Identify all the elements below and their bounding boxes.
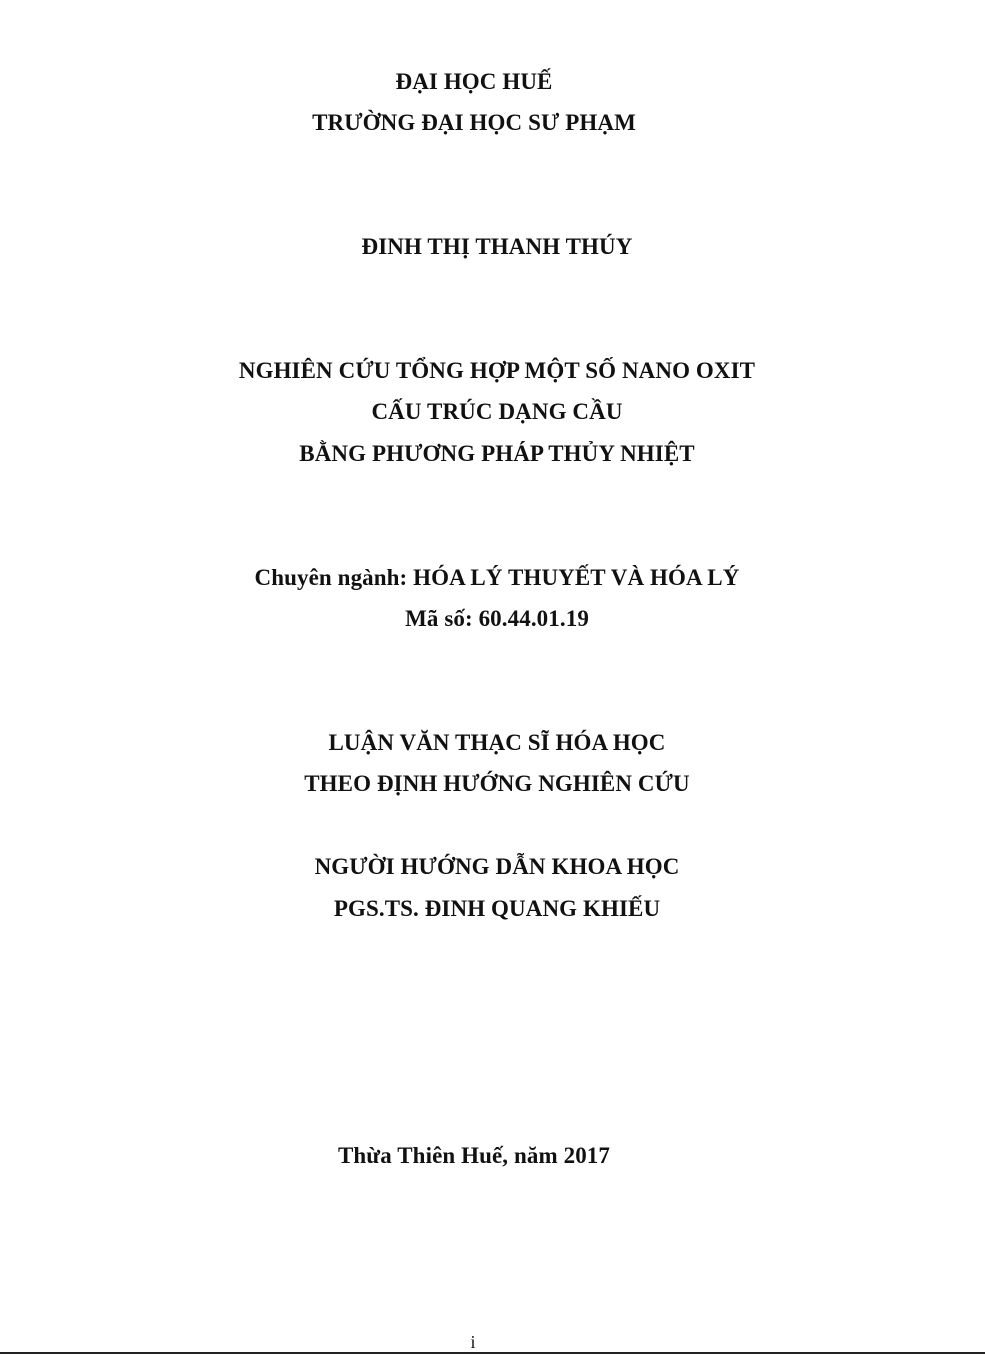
advisor-heading: NGƯỜI HƯỚNG DẪN KHOA HỌC (314, 854, 680, 879)
school-name: TRƯỜNG ĐẠI HỌC SƯ PHẠM (312, 110, 636, 135)
university-name: ĐẠI HỌC HUẾ (395, 69, 553, 94)
thesis-type: LUẬN VĂN THẠC SĨ HÓA HỌC (328, 730, 666, 755)
page-number: i (470, 1332, 476, 1352)
place-and-year: Thừa Thiên Huế, năm 2017 (337, 1143, 611, 1168)
advisor-name: PGS.TS. ĐINH QUANG KHIẾU (333, 896, 661, 921)
page-bottom-edge (0, 1352, 985, 1354)
thesis-title-line-1: NGHIÊN CỨU TỔNG HỢP MỘT SỐ NANO OXIT (238, 358, 756, 383)
specialization-label: Chuyên ngành: HÓA LÝ THUYẾT VÀ HÓA LÝ (254, 565, 740, 590)
thesis-title-line-2: CẤU TRÚC DẠNG CẦU (371, 399, 623, 424)
thesis-orientation: THEO ĐỊNH HƯỚNG NGHIÊN CỨU (304, 771, 690, 796)
specialization-code: Mã số: 60.44.01.19 (405, 606, 589, 631)
author-name: ĐINH THỊ THANH THÚY (361, 234, 633, 259)
thesis-title-line-3: BẰNG PHƯƠNG PHÁP THỦY NHIỆT (299, 441, 695, 466)
